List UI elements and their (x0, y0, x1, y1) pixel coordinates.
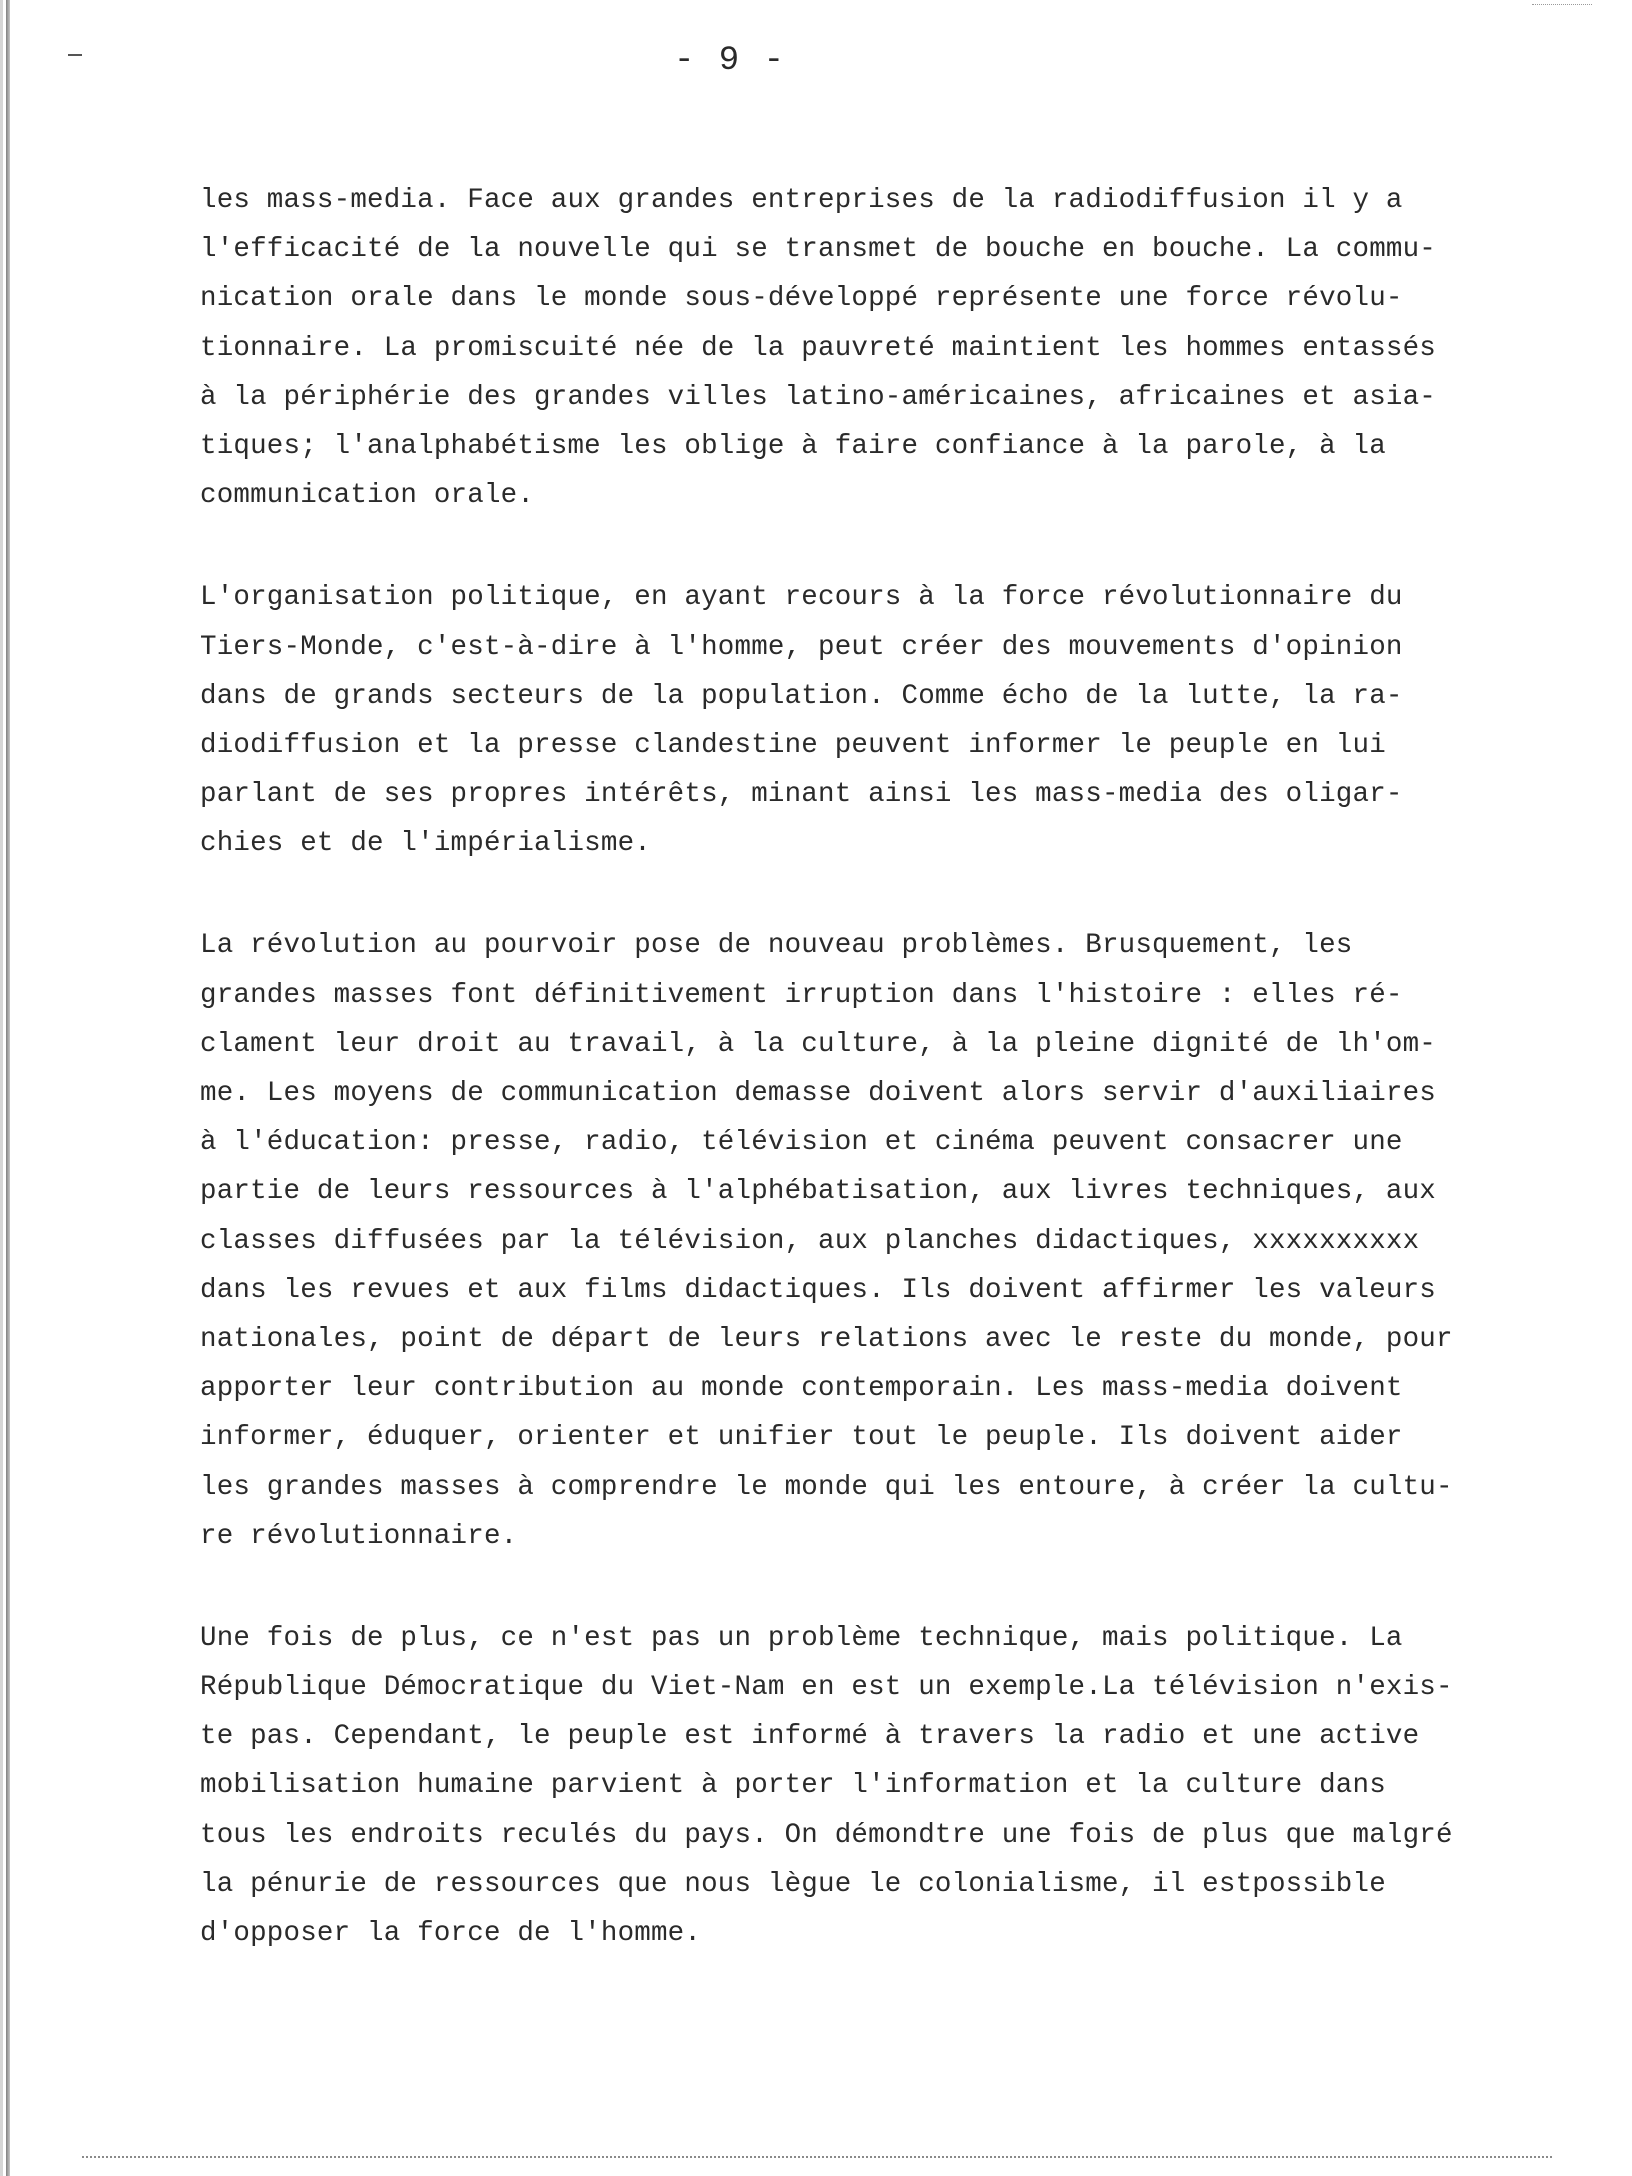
text-line: tionnaire. La promiscuité née de la pauvreté maintient les hommes entassés (200, 332, 1436, 364)
text-line: diodiffusion et la presse clandestine peuvent informer le peuple en lui (200, 729, 1386, 761)
text-line: à l'éducation: presse, radio, télévision et cinéma peuvent consacrer une (200, 1127, 1403, 1159)
text-line: les grandes masses à comprendre le monde qui les entoure, à créer la cultu- (200, 1471, 1453, 1503)
text-line: apporter leur contribution au monde contemporain. Les mass-media doivent (200, 1373, 1403, 1405)
text-line: me. Les moyens de communication demasse doivent alors servir d'auxiliaires (200, 1078, 1436, 1109)
text-line: la pénurie de ressources que nous lègue le colonialisme, il estpossible (200, 1868, 1386, 1900)
text-line: clament leur droit au travail, à la culture, à la pleine dignité de lh'om- (200, 1028, 1436, 1060)
text-line: dans les revues et aux films didactiques. Ils doivent affirmer les valeurs (200, 1274, 1436, 1306)
text-line: l'efficacité de la nouvelle qui se transmet de bouche en bouche. La commu- (200, 234, 1436, 266)
paragraph-2 (200, 573, 1600, 868)
text-line: tiques; l'analphabétisme les oblige à faire confiance à la parole, à la (200, 430, 1386, 462)
text-line: classes diffusées par la télévision, aux planches didactiques, xxxxxxxxxx (200, 1225, 1420, 1257)
top-scan-rule (1532, 4, 1592, 5)
text-line: re révolutionnaire. (200, 1520, 518, 1552)
text-line: nication orale dans le monde sous-développé représente une force révolu- (200, 283, 1403, 315)
text-line: La révolution au pourvoir pose de nouveau problèmes. Brusquement, les (200, 930, 1353, 962)
text-line: Tiers-Monde, c'est-à-dire à l'homme, peut créer des mouvements d'opinion (200, 631, 1403, 663)
scan-edge (6, 0, 10, 2176)
text-line: Une fois de plus, ce n'est pas un problème technique, mais politique. La (200, 1622, 1403, 1654)
text-line: parlant de ses propres intérêts, minant ainsi les mass-media des oligar- (200, 779, 1403, 811)
text-line: partie de leurs ressources à l'alphébatisation, aux livres techniques, aux (200, 1176, 1436, 1208)
text-line: te pas. Cependant, le peuple est informé à travers la radio et une active (200, 1721, 1420, 1753)
scan-edge-shadow (0, 0, 3, 2176)
text-line: chies et de l'impérialisme. (200, 828, 651, 860)
text-line: informer, éduquer, orienter et unifier tout le peuple. Ils doivent aider (200, 1422, 1403, 1454)
paragraph-1 (200, 176, 1600, 520)
text-line: grandes masses font définitivement irruption dans l'histoire : elles ré- (200, 979, 1403, 1011)
text-line: L'organisation politique, en ayant recours à la force révolutionnaire du (200, 582, 1403, 614)
paragraph-4 (200, 1614, 1600, 1958)
text-line: d'opposer la force de l'homme. (200, 1918, 702, 1949)
document-body (200, 176, 1600, 2011)
text-line: les mass-media. Face aux grandes entreprises de la radiodiffusion il y a (200, 185, 1403, 216)
text-line: à la périphérie des grandes villes latino-américaines, africaines et asia- (200, 381, 1436, 413)
text-line: République Démocratique du Viet-Nam en est un exemple.La télévision n'exis- (200, 1672, 1453, 1704)
bottom-scan-rule (82, 2156, 1552, 2158)
text-line: mobilisation humaine parvient à porter l'information et la culture dans (200, 1770, 1386, 1802)
text-line: nationales, point de départ de leurs relations avec le reste du monde, pour (200, 1323, 1453, 1355)
page-number: - 9 - (673, 42, 787, 80)
text-line: communication orale. (200, 480, 535, 512)
paragraph-3 (200, 921, 1600, 1560)
text-line: dans de grands secteurs de la population. Comme écho de la lutte, la ra- (200, 680, 1403, 712)
text-line: tous les endroits reculés du pays. On démondtre une fois de plus que malgré (200, 1819, 1453, 1851)
